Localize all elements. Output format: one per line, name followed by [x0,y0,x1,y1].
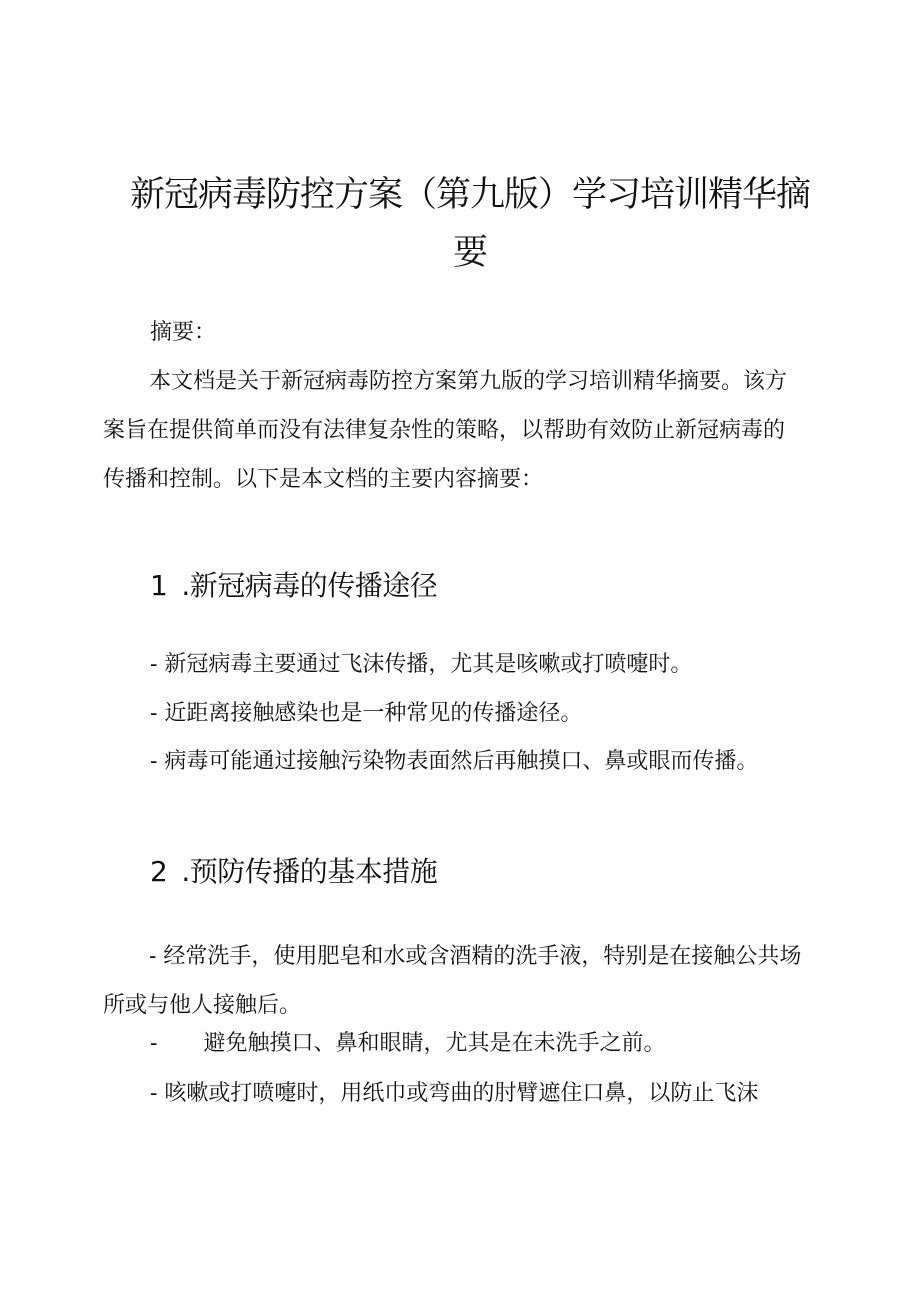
section-1-number: 1 [150,569,168,602]
section-1-heading [150,566,437,606]
section-1-item-1: - 新冠病毒主要通过飞沫传播，尤其是咳嗽或打喷嚏时。 [150,652,693,677]
intro-paragraph: 本文档是关于新冠病毒防控方案第九版的学习培训精华摘要。该方案旨在提供简单而没有法律复杂性的策略，以帮助有效防止新冠病毒的传播和控制。以下是本文档的主要内容摘要： [103,369,788,492]
summary-label: 摘要： [150,320,217,345]
section-2-title: .预防传播的基本措施 [181,855,438,888]
section-2-item-1: - 经常洗手，使用肥皂和水或含酒精的洗手液，特别是在接触公共场所或与他人接触后。 [103,944,802,1018]
section-1-item-3: - 病毒可能通过接触污染物表面然后再触摸口、鼻或眼而传播。 [150,749,759,774]
section-2-item-2 [150,1029,810,1059]
section-2-item-2-text: 避免触摸口、鼻和眼睛，尤其是在未洗手之前。 [203,1031,666,1056]
document-title: 新冠病毒防控方案（第九版）学习培训精华摘要 [129,175,810,273]
section-2-item-2-dash: - [150,1031,158,1056]
section-2-item-3: - 咳嗽或打喷嚏时，用纸巾或弯曲的肘臂遮住口鼻，以防止飞沫 [150,1081,759,1106]
section-2-number: 2 [150,855,168,888]
section-2-heading [150,852,437,892]
section-1-title: .新冠病毒的传播途径 [181,569,438,602]
section-1-item-2: - 近距离接触感染也是一种常见的传播途径。 [150,701,583,726]
